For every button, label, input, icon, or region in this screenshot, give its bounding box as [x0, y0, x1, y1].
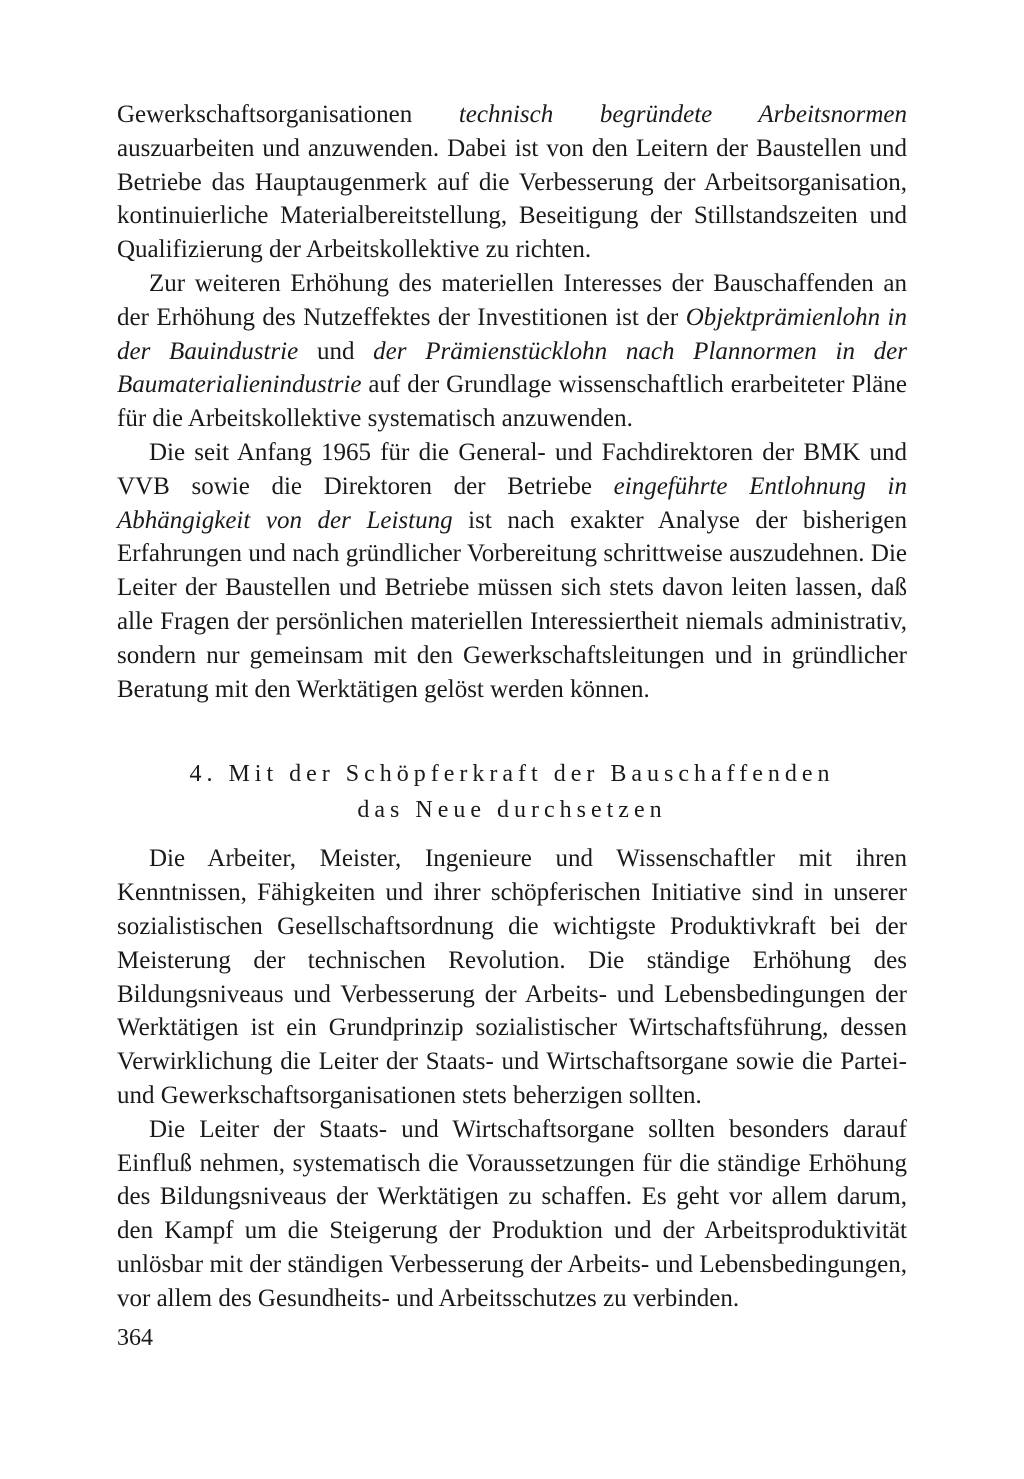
paragraph-text: Die Leiter der Staats- und Wirtschaftsorgane sollten besonders darauf Einfluß nehmen, systematisch die Voraussetzungen für die ständige Erhöhung des Bildungsniveaus der Werktätigen zu schaffen. Es geht vor allem darum, den Kampf um die Steigerung der Produktion und der Arbeitsproduktivität unlösbar mit der ständigen Verbesserung der Arbeits- und Lebensbedingungen, vor allem des Gesundheits- und Arbeitsschutzes zu verbinden. [117, 1115, 907, 1312]
paragraph-text: Die seit Anfang 1965 für die General- und Fachdirektoren der BMK und VVB sowie die Direktoren der Betriebe [117, 438, 907, 500]
body-text-upper [117, 98, 907, 706]
paragraph-text: ist nach exakter Analyse der bisherigen Erfahrungen und nach gründlicher Vorbereitung schrittweise auszudehnen. Die Leiter der Baustellen und Betriebe müssen sich stets davon leiten lassen, daß alle Fragen der persönlichen materiellen Interessiertheit niemals administrativ, sondern nur gemeinsam mit den Gewerkschaftsleitungen und in gründlicher Beratung mit den Werktätigen gelöst werden können. [117, 506, 908, 703]
page-number: 364 [117, 1325, 153, 1351]
paragraph [117, 267, 907, 436]
page-body [117, 98, 907, 1316]
section-heading-line-2: das Neue durchsetzen [357, 797, 667, 824]
paragraph-text: Die Arbeiter, Meister, Ingenieure und Wissenschaftler mit ihren Kenntnissen, Fähigkeiten und ihrer schöpferischen Initiative sind in unserer sozialistischen Gesellschaftsordnung die wichtigste Produktivkraft bei der Meisterung der technischen Revolution. Die ständige Erhöhung des Bildungsniveaus und Verbesserung der Arbeits- und Lebensbedingungen der Werktätigen ist ein Grundprinzip sozialistischer Wirtschaftsführung, dessen Verwirklichung die Leiter der Staats- und Wirtschaftsorgane sowie die Partei- und Gewerkschaftsorganisationen stets beherzigen sollten. [117, 845, 907, 1109]
paragraph [117, 842, 907, 1112]
emphasis-text: eingeführte Entlohnung in Abhängigkeit von der Leistung [117, 472, 907, 534]
paragraph-text: Zur weiteren Erhöhung des materiellen Interesses der Bauschaffenden an der Erhöhung des Nutzeffektes der Investitionen ist der [117, 269, 907, 331]
section-heading [117, 756, 907, 828]
emphasis-text: Objektprämienlohn in der Bauindustrie [117, 303, 907, 365]
paragraph [117, 98, 907, 267]
body-text-lower [117, 842, 907, 1315]
paragraph [117, 436, 907, 706]
paragraph-text: auszuarbeiten und anzuwenden. Dabei ist von den Leitern der Baustellen und Betriebe das Hauptaugenmerk auf die Verbesserung der Arbeitsorganisation, kontinuierliche Materialbereitstellung, Beseitigung der Stillstandszeiten und Qualifizierung der Arbeitskollektive zu richten. [117, 134, 907, 264]
emphasis-text: technisch begründete Arbeitsnormen [458, 101, 907, 128]
paragraph-text: Gewerkschaftsorganisationen [117, 101, 459, 128]
paragraph-text: und [298, 337, 374, 365]
paragraph-text: auf der Grundlage wissenschaftlich erarbeiteter Pläne für die Arbeitskollektive systematisch anzuwenden. [117, 371, 907, 433]
emphasis-text: der Prämienstücklohn nach Plannormen in der Baumaterialienindustrie [117, 337, 907, 399]
section-heading-line-1: 4. Mit der Schöpferkraft der Bauschaffenden [189, 761, 835, 788]
paragraph [117, 1113, 907, 1316]
